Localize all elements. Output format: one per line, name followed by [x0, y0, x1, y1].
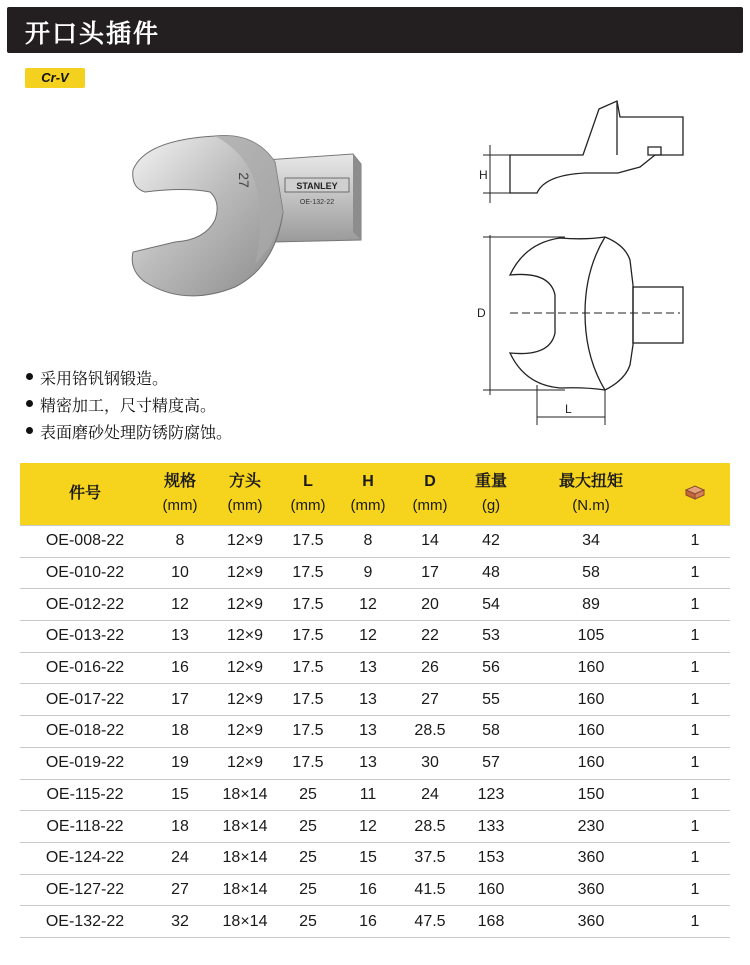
table-cell: 25 [280, 811, 336, 843]
table-cell: 26 [400, 652, 460, 684]
table-cell: 12×9 [210, 557, 280, 589]
table-cell: OE-115-22 [20, 779, 150, 811]
table-cell: 27 [150, 874, 210, 906]
column-header [522, 463, 660, 526]
table-cell: 12×9 [210, 716, 280, 748]
table-cell: 360 [522, 906, 660, 938]
table-cell: 160 [460, 874, 522, 906]
table-cell: 8 [150, 526, 210, 558]
table-cell: 1 [660, 589, 730, 621]
table-row [20, 526, 730, 558]
table-cell: 24 [400, 779, 460, 811]
table-cell: 12×9 [210, 526, 280, 558]
brand-engraving: STANLEY [296, 181, 338, 191]
table-cell: 1 [660, 906, 730, 938]
table-cell: 28.5 [400, 716, 460, 748]
table-cell: 17.5 [280, 716, 336, 748]
table-cell: 153 [460, 842, 522, 874]
table-cell: 12×9 [210, 589, 280, 621]
column-header-unit: (mm) [162, 497, 198, 514]
material-badge-label: Cr-V [41, 70, 69, 85]
table-row [20, 842, 730, 874]
table-body [20, 526, 730, 938]
table-cell: 13 [336, 716, 400, 748]
table-cell: 58 [460, 716, 522, 748]
table-cell: 56 [460, 652, 522, 684]
table-cell: 17.5 [280, 589, 336, 621]
table-cell: 17.5 [280, 747, 336, 779]
table-cell: 25 [280, 874, 336, 906]
table-cell: 25 [280, 842, 336, 874]
table-cell: 47.5 [400, 906, 460, 938]
column-header [460, 463, 522, 526]
table-row [20, 589, 730, 621]
table-cell: OE-012-22 [20, 589, 150, 621]
table-cell: OE-013-22 [20, 621, 150, 653]
table-cell: 17 [150, 684, 210, 716]
column-header-unit: (N.m) [572, 497, 610, 514]
column-header-title: H [362, 473, 374, 490]
table-cell: 13 [336, 652, 400, 684]
table-cell: 13 [150, 621, 210, 653]
table-cell: 13 [336, 747, 400, 779]
table-row [20, 652, 730, 684]
table-cell: 32 [150, 906, 210, 938]
table-cell: 12 [336, 589, 400, 621]
column-header-title: L [303, 473, 313, 490]
product-photo [115, 92, 375, 322]
column-header-title: 重量 [474, 473, 507, 490]
table-cell: 12 [336, 811, 400, 843]
column-header [280, 463, 336, 526]
table-cell: 360 [522, 842, 660, 874]
column-header-unit: (mm) [227, 497, 263, 514]
table-cell: 16 [336, 874, 400, 906]
table-cell: 11 [336, 779, 400, 811]
table-row [20, 779, 730, 811]
table-cell: 37.5 [400, 842, 460, 874]
table-cell: 1 [660, 652, 730, 684]
column-header-title: 最大扭矩 [558, 473, 623, 490]
model-engraving: OE-132-22 [299, 199, 335, 206]
table-cell: 12 [336, 621, 400, 653]
drawing-label-h: H [479, 168, 488, 182]
table-cell: 360 [522, 874, 660, 906]
drawing-label-l: L [565, 402, 572, 416]
table-cell: OE-010-22 [20, 557, 150, 589]
table-cell: 17.5 [280, 526, 336, 558]
table-cell: 123 [460, 779, 522, 811]
table-cell: 15 [150, 779, 210, 811]
table-cell: 10 [150, 557, 210, 589]
size-engraving: 27 [236, 172, 252, 188]
title-bar [7, 7, 743, 53]
table-row [20, 557, 730, 589]
table-cell: 17.5 [280, 684, 336, 716]
table-cell: 54 [460, 589, 522, 621]
bullet-icon [26, 373, 33, 380]
table-cell: 18×14 [210, 906, 280, 938]
table-cell: 160 [522, 747, 660, 779]
table-cell: 14 [400, 526, 460, 558]
table-cell: 13 [336, 684, 400, 716]
table-cell: 48 [460, 557, 522, 589]
table-cell: 12 [150, 589, 210, 621]
table-cell: 16 [336, 906, 400, 938]
table-cell: 34 [522, 526, 660, 558]
table-cell: 25 [280, 779, 336, 811]
table-cell: 160 [522, 652, 660, 684]
table-cell: 17 [400, 557, 460, 589]
table-cell: 12×9 [210, 621, 280, 653]
table-cell: 12×9 [210, 652, 280, 684]
table-cell: 1 [660, 621, 730, 653]
spec-table [20, 463, 730, 938]
table-cell: 20 [400, 589, 460, 621]
table-cell: 17.5 [280, 621, 336, 653]
package-box-icon [684, 484, 706, 500]
table-cell: 12×9 [210, 747, 280, 779]
table-cell: 160 [522, 684, 660, 716]
table-cell: 168 [460, 906, 522, 938]
bullet-icon [26, 400, 33, 407]
table-cell: 1 [660, 526, 730, 558]
column-header-unit: (g) [481, 497, 501, 514]
table-cell: 230 [522, 811, 660, 843]
column-header-unit: (mm) [412, 497, 448, 514]
page-title: 开口头插件 [25, 19, 161, 48]
table-cell: 24 [150, 842, 210, 874]
table-cell: 9 [336, 557, 400, 589]
table-cell: 105 [522, 621, 660, 653]
table-cell: 1 [660, 684, 730, 716]
table-cell: 1 [660, 716, 730, 748]
table-cell: 18 [150, 716, 210, 748]
column-header [20, 463, 150, 526]
drawing-label-d: D [477, 306, 486, 320]
table-cell: 1 [660, 779, 730, 811]
table-row [20, 906, 730, 938]
material-badge [25, 68, 85, 88]
table-cell: OE-124-22 [20, 842, 150, 874]
table-cell: 89 [522, 589, 660, 621]
bullet-icon [26, 427, 33, 434]
table-cell: 17.5 [280, 652, 336, 684]
table-cell: 28.5 [400, 811, 460, 843]
technical-drawing [465, 95, 725, 435]
column-header [336, 463, 400, 526]
table-cell: 1 [660, 811, 730, 843]
table-row [20, 684, 730, 716]
table-row [20, 747, 730, 779]
table-cell: 160 [522, 716, 660, 748]
table-cell: OE-008-22 [20, 526, 150, 558]
table-row [20, 716, 730, 748]
table-cell: 15 [336, 842, 400, 874]
table-cell: 18×14 [210, 842, 280, 874]
table-cell: 17.5 [280, 557, 336, 589]
table-cell: OE-017-22 [20, 684, 150, 716]
spec-table-wrapper [20, 463, 730, 938]
table-cell: 41.5 [400, 874, 460, 906]
table-cell: 16 [150, 652, 210, 684]
table-cell: 30 [400, 747, 460, 779]
table-row [20, 621, 730, 653]
table-cell: OE-018-22 [20, 716, 150, 748]
table-cell: 1 [660, 747, 730, 779]
column-header-title: 方头 [228, 473, 261, 490]
column-header [150, 463, 210, 526]
table-cell: 25 [280, 906, 336, 938]
table-row [20, 811, 730, 843]
table-row [20, 874, 730, 906]
table-cell: OE-019-22 [20, 747, 150, 779]
table-cell: 8 [336, 526, 400, 558]
table-cell: OE-118-22 [20, 811, 150, 843]
column-header-title: 规格 [163, 473, 196, 490]
column-header-unit: (mm) [350, 497, 386, 514]
table-cell: 53 [460, 621, 522, 653]
table-cell: OE-132-22 [20, 906, 150, 938]
table-cell: 1 [660, 557, 730, 589]
table-cell: 19 [150, 747, 210, 779]
table-cell: 18×14 [210, 874, 280, 906]
table-cell: 1 [660, 842, 730, 874]
table-cell: 22 [400, 621, 460, 653]
table-header-row [20, 463, 730, 526]
column-header [210, 463, 280, 526]
table-cell: 58 [522, 557, 660, 589]
table-cell: OE-016-22 [20, 652, 150, 684]
table-cell: 18×14 [210, 811, 280, 843]
table-cell: 150 [522, 779, 660, 811]
table-cell: 42 [460, 526, 522, 558]
column-header [400, 463, 460, 526]
table-cell: 12×9 [210, 684, 280, 716]
table-cell: 18×14 [210, 779, 280, 811]
column-header [660, 463, 730, 526]
table-cell: 27 [400, 684, 460, 716]
column-header-title: 件号 [68, 485, 101, 502]
column-header-unit: (mm) [290, 497, 326, 514]
table-cell: 57 [460, 747, 522, 779]
column-header-title: D [424, 473, 436, 490]
table-cell: 55 [460, 684, 522, 716]
table-cell: OE-127-22 [20, 874, 150, 906]
table-cell: 18 [150, 811, 210, 843]
table-cell: 1 [660, 874, 730, 906]
table-cell: 133 [460, 811, 522, 843]
